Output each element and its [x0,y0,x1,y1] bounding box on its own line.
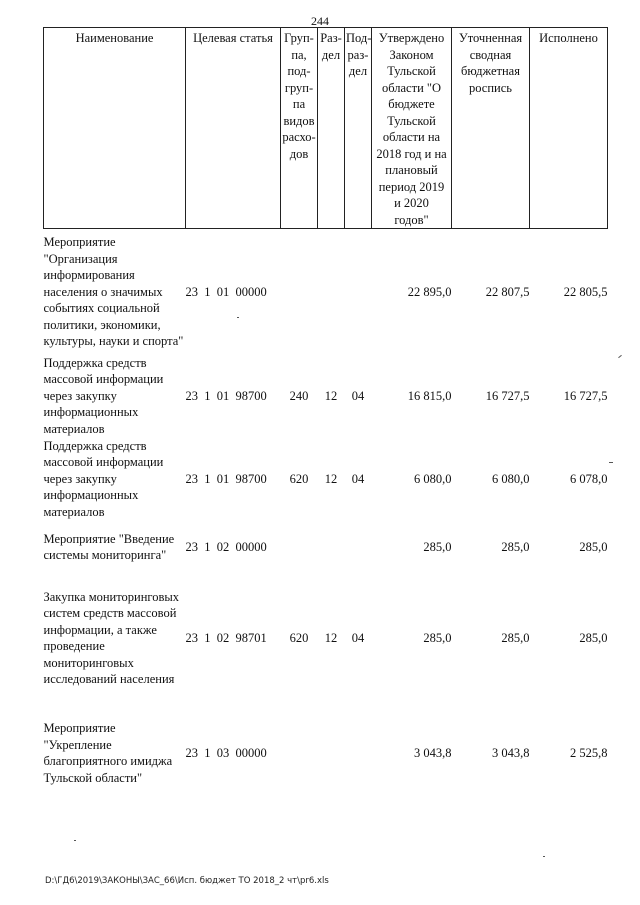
row-name: Закупка мониторинговых систем средств массовой информации, а также проведение мониторинговых исследований населения [43,589,180,686]
row-name: Поддержка средств массовой информации через закупку информационных материалов [43,355,164,436]
row-section [318,229,345,355]
row-name: Поддержка средств массовой информации через закупку информационных материалов [43,438,164,519]
header-subsection: Под- раз- дел [345,28,372,229]
row-group [281,703,318,803]
scan-speck [543,856,545,857]
file-path-footer: D:\ГД6\2019\ЗАКОНЫ\ЗАС_66\Исп. бюджет ТО 2018_2 чт\pr6.xls [45,876,329,886]
scan-speck [609,462,613,463]
table-row [44,521,608,573]
row-executed: 22 805,5 [563,284,608,299]
row-section: 12 [324,471,338,486]
row-target-code: 23 1 02 00000 [185,539,267,554]
table-header-row [44,28,608,229]
row-approved: 3 043,8 [414,745,452,760]
header-target-article: Целевая статья [186,28,281,229]
row-subsection [345,703,372,803]
row-approved: 16 815,0 [407,388,452,403]
scan-speck [74,840,76,841]
row-refined: 16 727,5 [485,388,530,403]
header-approved: Утверждено Законом Тульской области "О бюджете Тульской области на 2018 год и на плановый период 2019 и 2020 годов" [372,28,452,229]
table-row [44,229,608,355]
row-target-code: 23 1 03 00000 [185,745,267,760]
row-subsection: 04 [351,630,365,645]
row-group [281,229,318,355]
row-executed: 6 078,0 [570,471,608,486]
header-expense-group: Груп- па, под- груп- па видов расхо- дов [281,28,318,229]
row-section [318,521,345,573]
row-section: 12 [324,630,338,645]
row-subsection: 04 [351,388,365,403]
row-section: 12 [324,388,338,403]
row-subsection [345,229,372,355]
row-executed: 285,0 [579,539,608,554]
row-refined: 285,0 [501,630,530,645]
page-number: 244 [311,14,329,28]
header-executed: Исполнено [530,28,608,229]
row-executed: 16 727,5 [563,388,608,403]
row-executed: 2 525,8 [570,745,608,760]
budget-table [43,27,608,803]
row-executed: 285,0 [579,630,608,645]
row-target-code: 23 1 01 98700 [185,471,267,486]
row-approved: 6 080,0 [414,471,452,486]
row-subsection: 04 [351,471,365,486]
row-refined: 3 043,8 [492,745,530,760]
row-section [318,703,345,803]
scan-speck [618,355,622,358]
row-refined: 6 080,0 [492,471,530,486]
row-subsection [345,521,372,573]
row-refined: 22 807,5 [485,284,530,299]
row-name: Мероприятие "Организация информирования населения о значимых событиях социальной политики, экономики, культуры, науки и спорта" [43,235,184,348]
header-name: Наименование [44,28,186,229]
header-refined: Уточненная сводная бюджетная роспись [452,28,530,229]
row-approved: 285,0 [423,630,452,645]
table-row [44,573,608,703]
row-group: 240 [289,388,309,403]
row-name: Мероприятие "Введение системы мониторинга" [43,531,175,562]
row-target-code: 23 1 01 98700 [185,388,267,403]
table-row [44,355,608,438]
header-section: Раз- дел [318,28,345,229]
row-approved: 285,0 [423,539,452,554]
row-name: Мероприятие "Укрепление благоприятного имиджа Тульской области" [43,721,173,785]
row-group: 620 [289,630,309,645]
scan-speck [237,317,239,318]
row-approved: 22 895,0 [407,284,452,299]
row-group: 620 [289,471,309,486]
table-row [44,437,608,521]
row-target-code: 23 1 02 98701 [185,630,267,645]
table-row [44,703,608,803]
row-group [281,521,318,573]
row-target-code: 23 1 01 00000 [185,284,267,299]
row-refined: 285,0 [501,539,530,554]
